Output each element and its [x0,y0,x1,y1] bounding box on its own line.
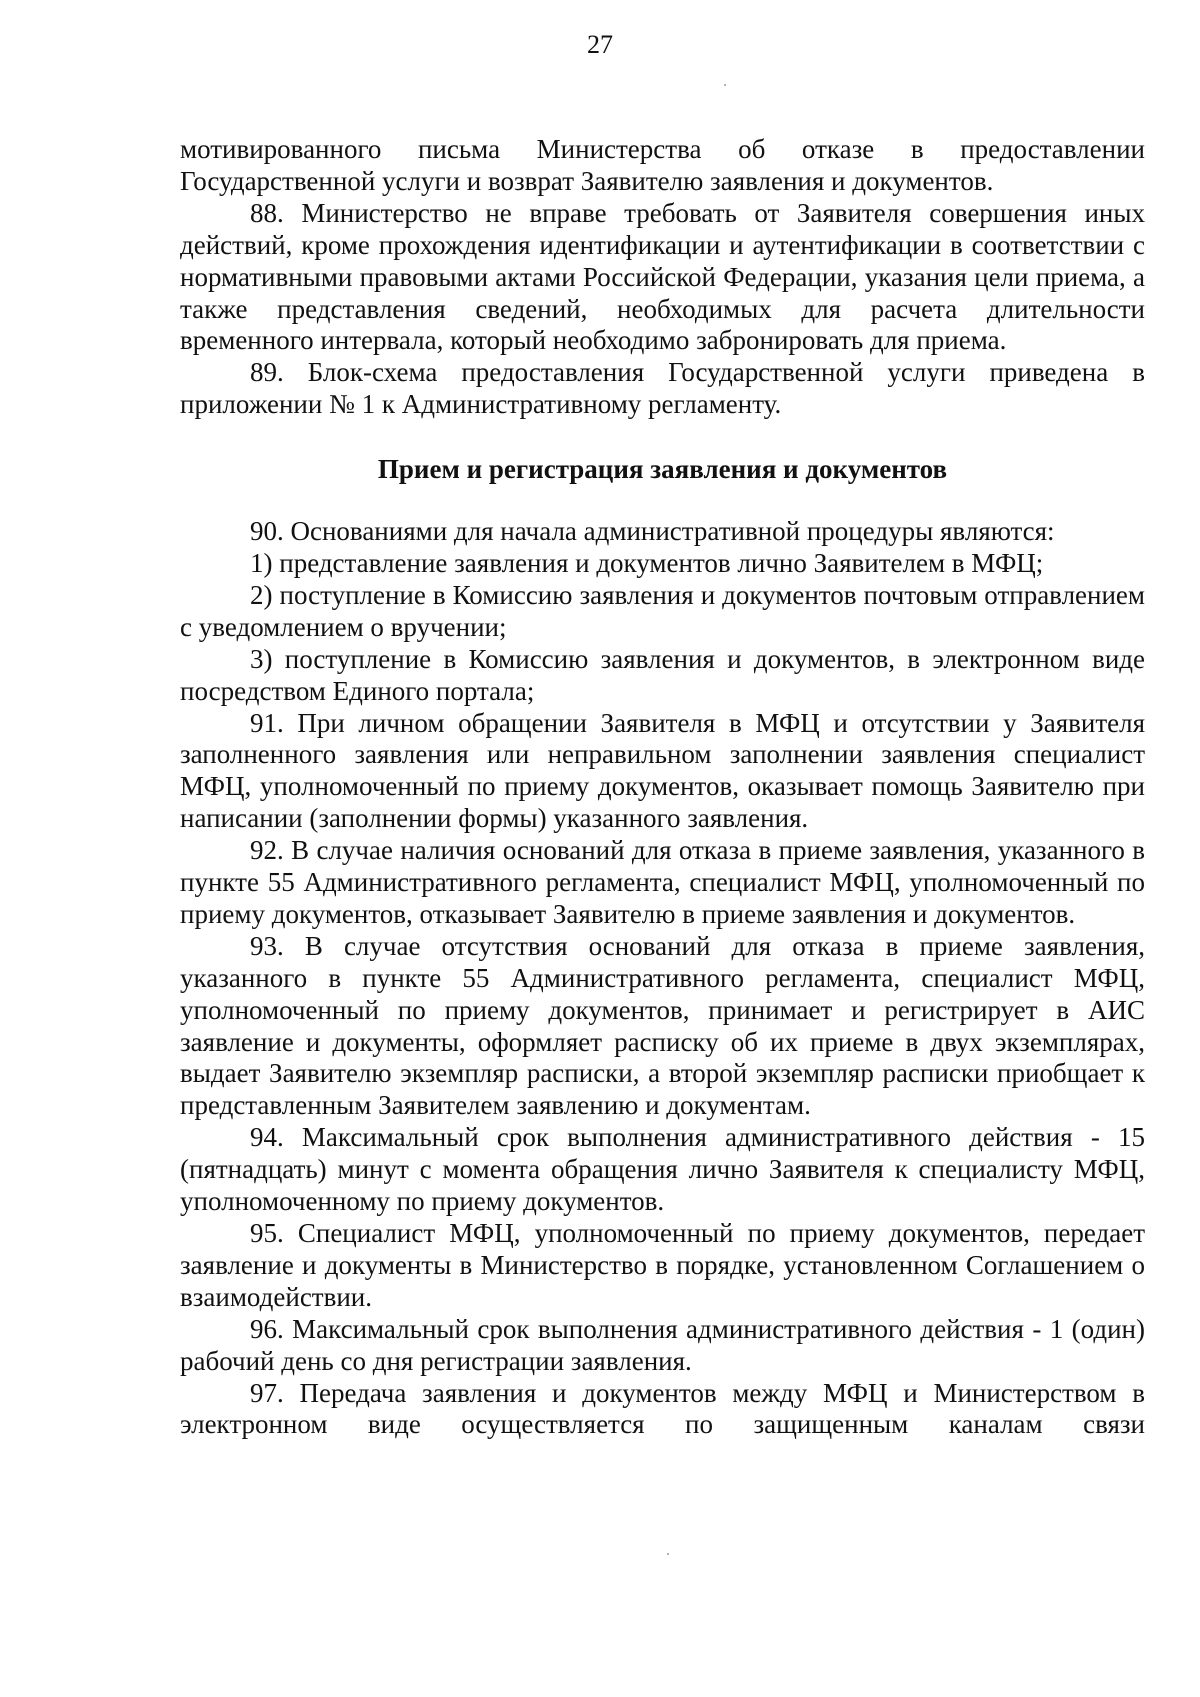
paragraph-96: 96. Максимальный срок выполнения административного действия - 1 (один) рабочий день со дня регистрации заявления. [180,1313,1145,1376]
document-body [180,134,1145,1441]
scan-speck [724,84,726,86]
paragraph-94: 94. Максимальный срок выполнения административного действия - 15 (пятнадцать) минут с момента обращения лично Заявителя к специалисту МФЦ, уполномоченному по приему документов. [180,1122,1145,1217]
paragraph-88: 88. Министерство не вправе требовать от Заявителя совершения иных действий, кроме прохождения идентификации и аутентификации в соответствии с нормативными правовыми актами Российской Федерации, указания цели приема, а также представления сведений, необходимых для расчета длительности временного интервала, который необходимо забронировать для приема. [180,197,1145,356]
scan-speck [667,1553,669,1555]
page-number: 27 [587,30,613,59]
paragraph-continuation: мотивированного письма Министерства об отказе в предоставлении Государственной услуги и возврат Заявителю заявления и документов. [180,134,1145,196]
paragraph-97: 97. Передача заявления и документов между МФЦ и Министерством в электронном виде осуществляется по защищенным каналам связи [180,1377,1145,1440]
paragraph-90-item-1: 1) представление заявления и документов лично Заявителем в МФЦ; [250,547,1044,578]
paragraph-95: 95. Специалист МФЦ, уполномоченный по приему документов, передает заявление и документы в Министерство в порядке, установленном Соглашением о взаимодействии. [180,1218,1145,1312]
paragraph-89: 89. Блок-схема предоставления Государственной услуги приведена в приложении № 1 к Административному регламенту. [180,357,1145,420]
paragraph-90: 90. Основаниями для начала административной процедуры являются: [250,516,1055,547]
paragraph-92: 92. В случае наличия оснований для отказа в приеме заявления, указанного в пункте 55 Административного регламента, специалист МФЦ, уполномоченный по приему документов, отказывает Заявителю в приеме заявления и документов. [180,835,1145,929]
paragraph-90-item-2: 2) поступление в Комиссию заявления и документов почтовым отправлением с уведомлением о вручении; [180,579,1145,642]
section-heading: Прием и регистрация заявления и документов [377,454,948,485]
paragraph-93: 93. В случае отсутствия оснований для отказа в приеме заявления, указанного в пункте 55 Административного регламента, специалист МФЦ, уполномоченный по приему документов, принимает и регистрирует в АИС заявление и документы, оформляет расписку об их приеме в двух экземплярах, выдает Заявителю экземпляр расписки, а второй экземпляр расписки приобщает к представленным Заявителем заявлению и документам. [180,930,1145,1121]
paragraph-90-item-3: 3) поступление в Комиссию заявления и документов, в электронном виде посредством Единого портала; [180,643,1145,706]
paragraph-91: 91. При личном обращении Заявителя в МФЦ и отсутствии у Заявителя заполненного заявления или неправильном заполнении заявления специалист МФЦ, уполномоченный по приему документов, оказывает помощь Заявителю при написании (заполнении формы) указанного заявления. [180,707,1145,834]
